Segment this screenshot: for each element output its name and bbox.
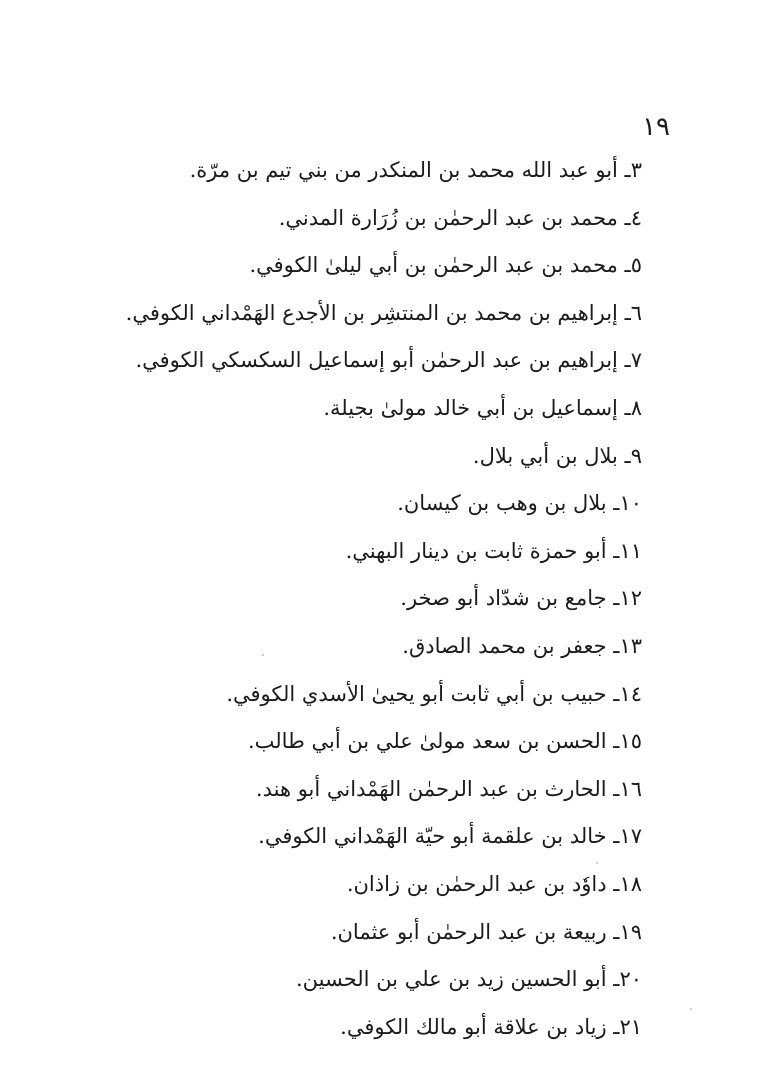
narrator-entry-19: ١٩ـ ربيعة بن عبد الرحمٰن أبو عثمان.: [330, 919, 642, 944]
page-number: ١٩: [642, 112, 670, 142]
narrator-entry-10: ١٠ـ بلال بن وهب بن كيسان.: [397, 491, 642, 516]
narrator-list: [60, 150, 642, 1054]
narrator-entry-15: ١٥ـ الحسن بن سعد مولىٰ علي بن أبي طالب.: [247, 729, 642, 754]
narrator-entry-20: ٢٠ـ أبو الحسين زيد بن علي بن الحسين.: [296, 967, 642, 992]
narrator-entry-13: ١٣ـ جعفر بن محمد الصادق.: [402, 633, 642, 658]
scan-speck: [262, 654, 264, 656]
scan-speck: [690, 1008, 692, 1010]
narrator-entry-9: ٩ـ بلال بن أبي بلال.: [472, 443, 642, 468]
narrator-entry-8: ٨ـ إسماعيل بن أبي خالد مولىٰ بجيلة.: [323, 395, 642, 420]
narrator-entry-16: ١٦ـ الحارث بن عبد الرحمٰن الهَمْداني أبو هند.: [255, 776, 642, 801]
narrator-entry-3: ٣ـ أبو عبد الله محمد بن المنكدر من بني تيم بن مرّة.: [189, 158, 642, 182]
narrator-entry-6: ٦ـ إبراهيم بن محمد بن المنتشِر بن الأجدع الهَمْداني الكوفي.: [125, 300, 642, 325]
narrator-entry-14: ١٤ـ حبيب بن أبي ثابت أبو يحيىٰ الأسدي الكوفي.: [226, 681, 642, 706]
narrator-entry-7: ٧ـ إبراهيم بن عبد الرحمٰن أبو إسماعيل السكسكي الكوفي.: [135, 348, 642, 373]
narrator-entry-18: ١٨ـ داوٗد بن عبد الرحمٰن بن زاذان.: [346, 871, 642, 896]
narrator-entry-21: ٢١ـ زياد بن علاقة أبو مالك الكوفي.: [340, 1014, 642, 1039]
narrator-entry-12: ١٢ـ جامع بن شدّاد أبو صخر.: [400, 586, 642, 611]
narrator-entry-5: ٥ـ محمد بن عبد الرحمٰن بن أبي ليلىٰ الكوفي.: [249, 253, 642, 278]
narrator-entry-11: ١١ـ أبو حمزة ثابت بن دينار البهني.: [345, 538, 642, 563]
narrator-entry-4: ٤ـ محمد بن عبد الرحمٰن بن زُرَارة المدني.: [278, 205, 642, 230]
scan-speck: [596, 862, 598, 864]
narrator-entry-17: ١٧ـ خالد بن علقمة أبو حيّة الهَمْداني الكوفي.: [258, 824, 642, 849]
